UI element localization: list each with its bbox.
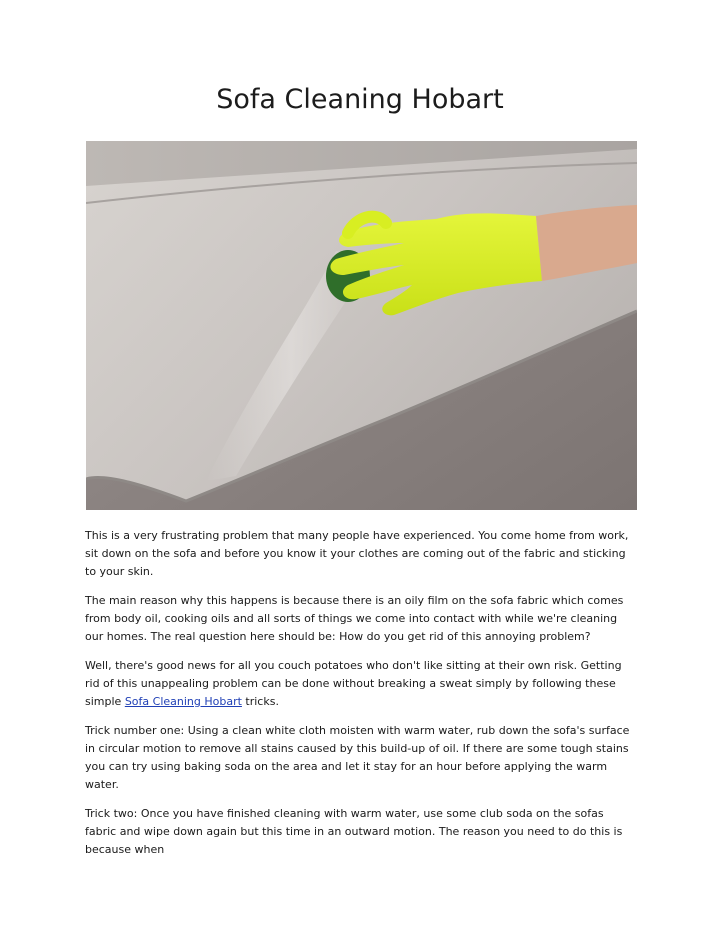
paragraph-2: The main reason why this happens is because there is an oily film on the sofa fabric which comes from body oil, cooking oils and all sorts of things we come into contact with while we're cleaning our homes. The real question here should be: How do you get rid of this annoying problem? bbox=[85, 594, 624, 643]
page-title: Sofa Cleaning Hobart bbox=[216, 84, 504, 115]
paragraph-3 bbox=[85, 657, 637, 711]
paragraph-1: This is a very frustrating problem that many people have experienced. You come home from work, sit down on the sofa and before you know it your clothes are coming out of the fabric and sticking to your skin. bbox=[85, 529, 629, 578]
paragraph-4: Trick number one: Using a clean white cloth moisten with warm water, rub down the sofa's surface in circular motion to remove all stains caused by this build-up of oil. If there are some tough stains you can try using baking soda on the area and let it stay for an hour before applying the warm water. bbox=[85, 724, 630, 791]
sofa-cleaning-hobart-link[interactable]: Sofa Cleaning Hobart bbox=[124, 695, 242, 708]
sofa-cleaning-photo bbox=[86, 141, 637, 510]
paragraph-3-text-before: Well, there's good news for all you couch potatoes who don't like sitting at their own risk. Getting rid of this unappealing problem can be done without breaking a sweat simply by following these simple bbox=[85, 659, 622, 708]
paragraph-5: Trick two: Once you have finished cleaning with warm water, use some club soda on the sofas fabric and wipe down again but this time in an outward motion. The reason you need to do this is because when bbox=[85, 807, 623, 856]
article-body bbox=[85, 527, 637, 870]
paragraph-3-text-after: tricks. bbox=[241, 695, 279, 708]
